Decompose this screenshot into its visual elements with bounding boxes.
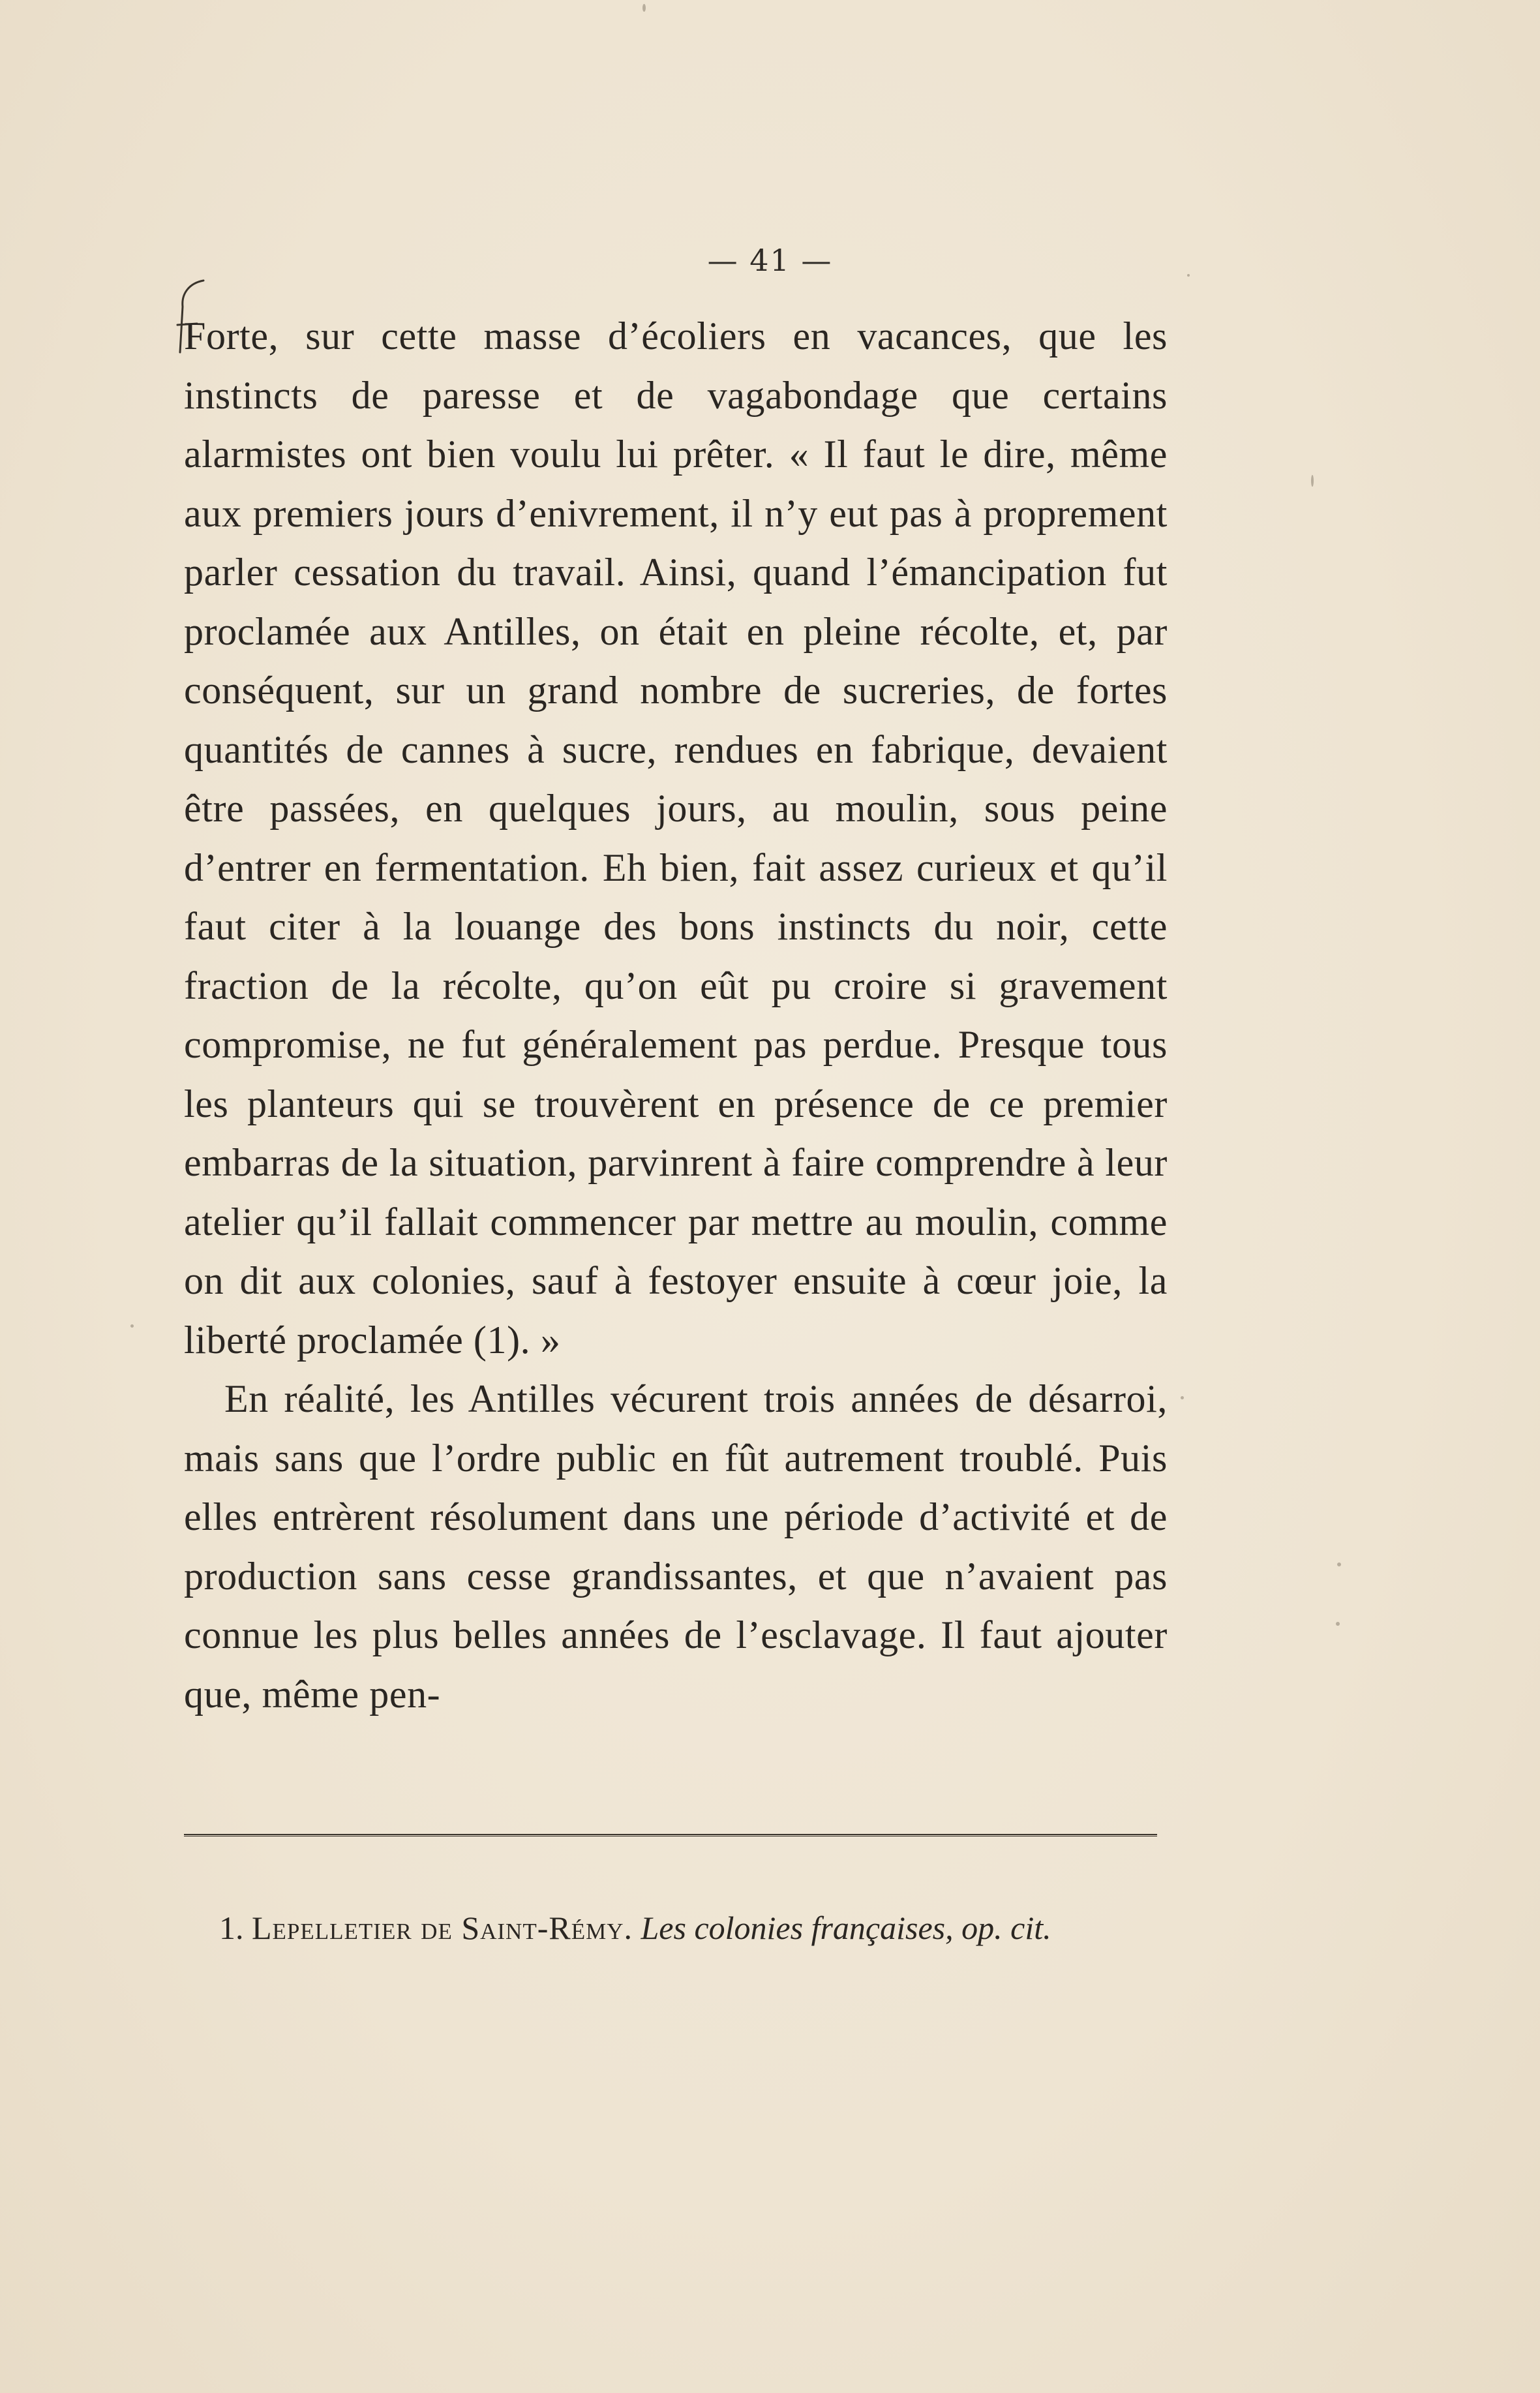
paragraph-1: Forte, sur cette masse d’écoliers en vacances, que les instincts de paresse et de vagabondage que certains alarmistes ont bien voulu lui prêter. « Il faut le dire, même aux premiers jours d’enivrement, il n’y eut pas à proprement parler cessation du travail. Ainsi, quand l’émancipation fut proclamée aux Antilles, on était en pleine récolte, et, par conséquent, sur un grand nombre de sucreries, de fortes quantités de cannes à sucre, rendues en fabrique, devaient être passées, en quelques jours, au moulin, sous peine d’entrer en fermentation. Eh bien, fait assez curieux et qu’il faut citer à la louange des bons instincts du noir, cette fraction de la récolte, qu’on eût pu croire si gravement compromise, ne fut généralement pas perdue. Presque tous les planteurs qui se trouvèrent en présence de ce premier embarras de la situation, parvinrent à faire comprendre à leur atelier qu’il fallait commencer par mettre au moulin, comme on dit aux colonies, sauf à festoyer ensuite à cœur joie, la liberté proclamée (1). » <box>184 314 1168 1362</box>
footnote-author: Lepelletier de Saint-Rémy. <box>252 1910 633 1946</box>
footnote-separator <box>184 1833 1157 1837</box>
footnote-reference: , op. cit. <box>945 1910 1051 1946</box>
page-number: — 41 — <box>707 243 833 278</box>
paper-speck <box>1187 274 1190 277</box>
paper-speck <box>1311 475 1314 487</box>
paper-speck <box>1336 1622 1340 1626</box>
footnote-marker: 1. <box>219 1910 244 1946</box>
paper-speck <box>1181 1396 1184 1399</box>
paragraph-2: En réalité, les Antilles vécurent trois années de désarroi, mais sans que l’ordre public en fût autrement troublé. Puis elles entrèrent résolument dans une période d’activité et de production sans cesse grandissantes, et que n’avaient pas connue les plus belles années de l’esclavage. Il faut ajouter que, même pen- <box>184 1377 1168 1716</box>
paper-speck <box>1337 1562 1341 1566</box>
footnote <box>184 1905 1162 1951</box>
body-text <box>184 307 1168 1724</box>
footnote-title: Les colonies françaises <box>641 1910 946 1946</box>
paper-speck <box>130 1324 134 1328</box>
paper-speck <box>642 4 646 12</box>
